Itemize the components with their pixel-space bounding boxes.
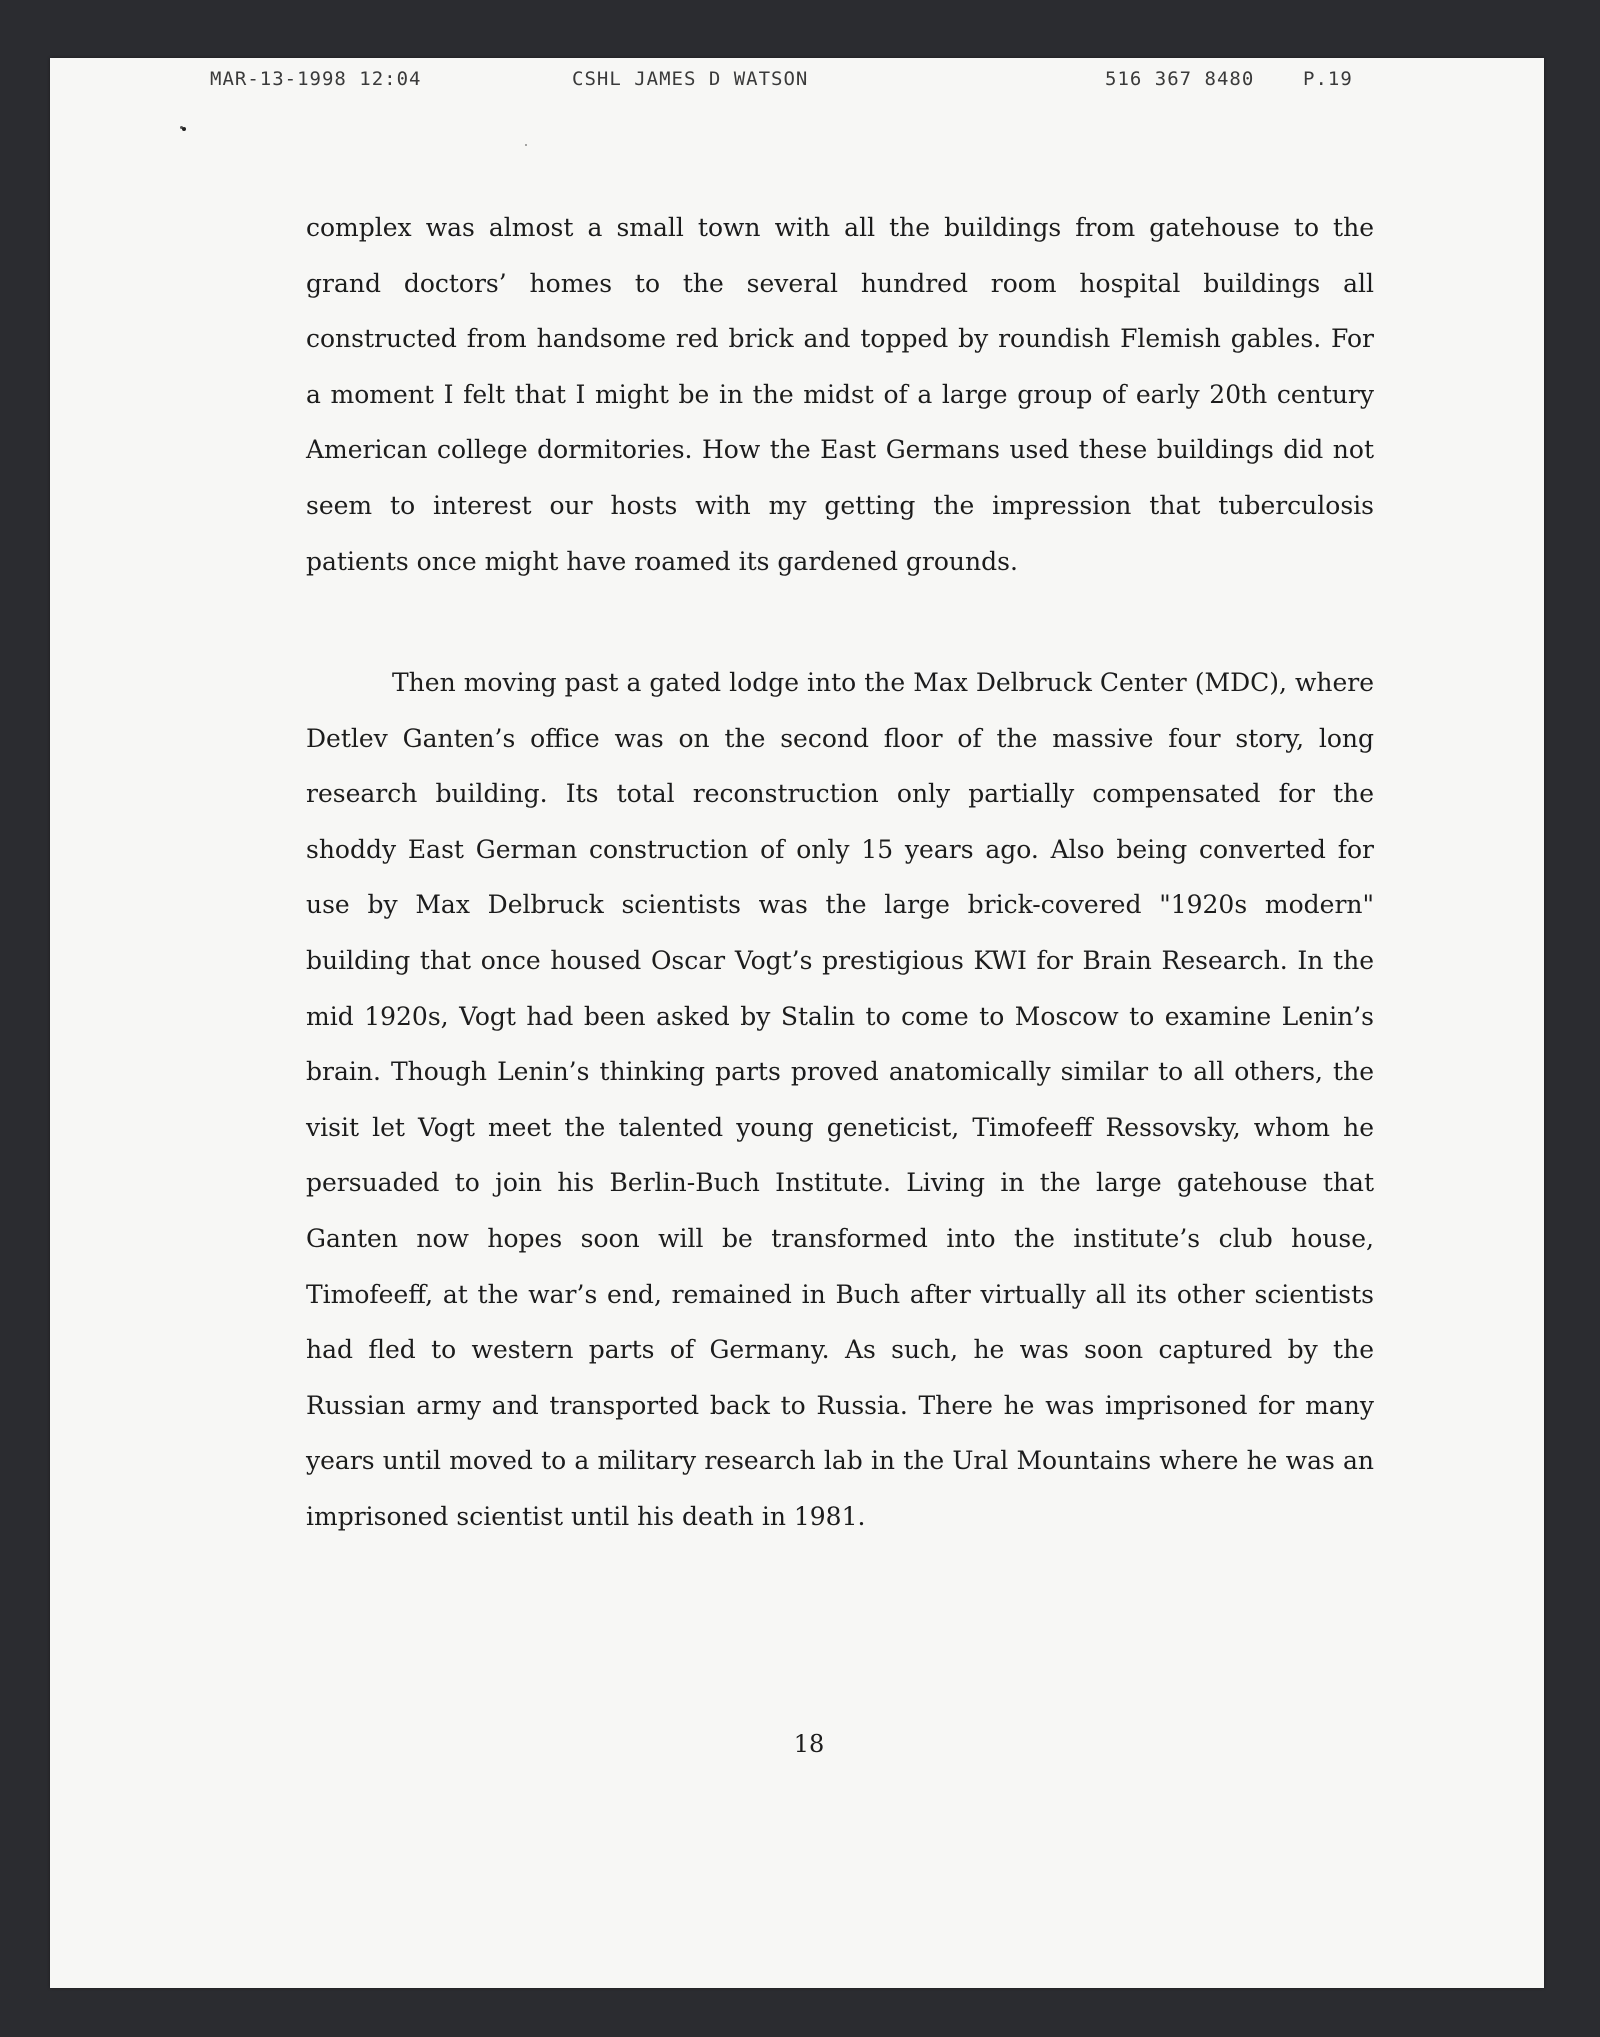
body-paragraph-1: complex was almost a small town with all the buildings from gatehouse to the grand doctors’ homes to the several hundred room hospital buildings all constructed from handsome red brick and topped by roundish Flemish gables. For a moment I felt that I might be in the midst of a large group of early 20th century American college dormitories. How the East Germans used these buildings did not seem to interest our hosts with my getting the impression that tuberculosis patients once might have roamed its gardened grounds. [306, 213, 1374, 576]
scan-speck [525, 144, 527, 146]
page-number: 18 [793, 1730, 825, 1758]
fax-sender: CSHL JAMES D WATSON [572, 68, 809, 90]
fax-date-time: MAR-13-1998 12:04 [210, 68, 422, 90]
fax-header [50, 62, 1544, 102]
scan-speck [182, 127, 186, 131]
fax-page-number: P.19 [1303, 68, 1353, 90]
document-page [50, 58, 1544, 1988]
body-paragraph-2: Then moving past a gated lodge into the Max Delbruck Center (MDC), where Detlev Ganten’s office was on the second floor of the massive four story, long research building. Its total reconstruction only partially compensated for the shoddy East German construction of only 15 years ago. Also being converted for use by Max Delbruck scientists was the large brick-covered "1920s modern" building that once housed Oscar Vogt’s prestigious KWI for Brain Research. In the mid 1920s, Vogt had been asked by Stalin to come to Moscow to examine Lenin’s brain. Though Lenin’s thinking parts proved anatomically similar to all others, the visit let Vogt meet the talented young geneticist, Timofeeff Ressovsky, whom he persuaded to join his Berlin-Buch Institute. Living in the large gatehouse that Ganten now hopes soon will be transformed into the institute’s club house, Timofeeff, at the war’s end, remained in Buch after virtually all its other scientists had fled to western parts of Germany. As such, he was soon captured by the Russian army and transported back to Russia. There he was imprisoned for many years until moved to a military research lab in the Ural Mountains where he was an imprisoned scientist until his death in 1981. [306, 668, 1374, 1531]
fax-phone: 516 367 8480 [1105, 68, 1255, 90]
